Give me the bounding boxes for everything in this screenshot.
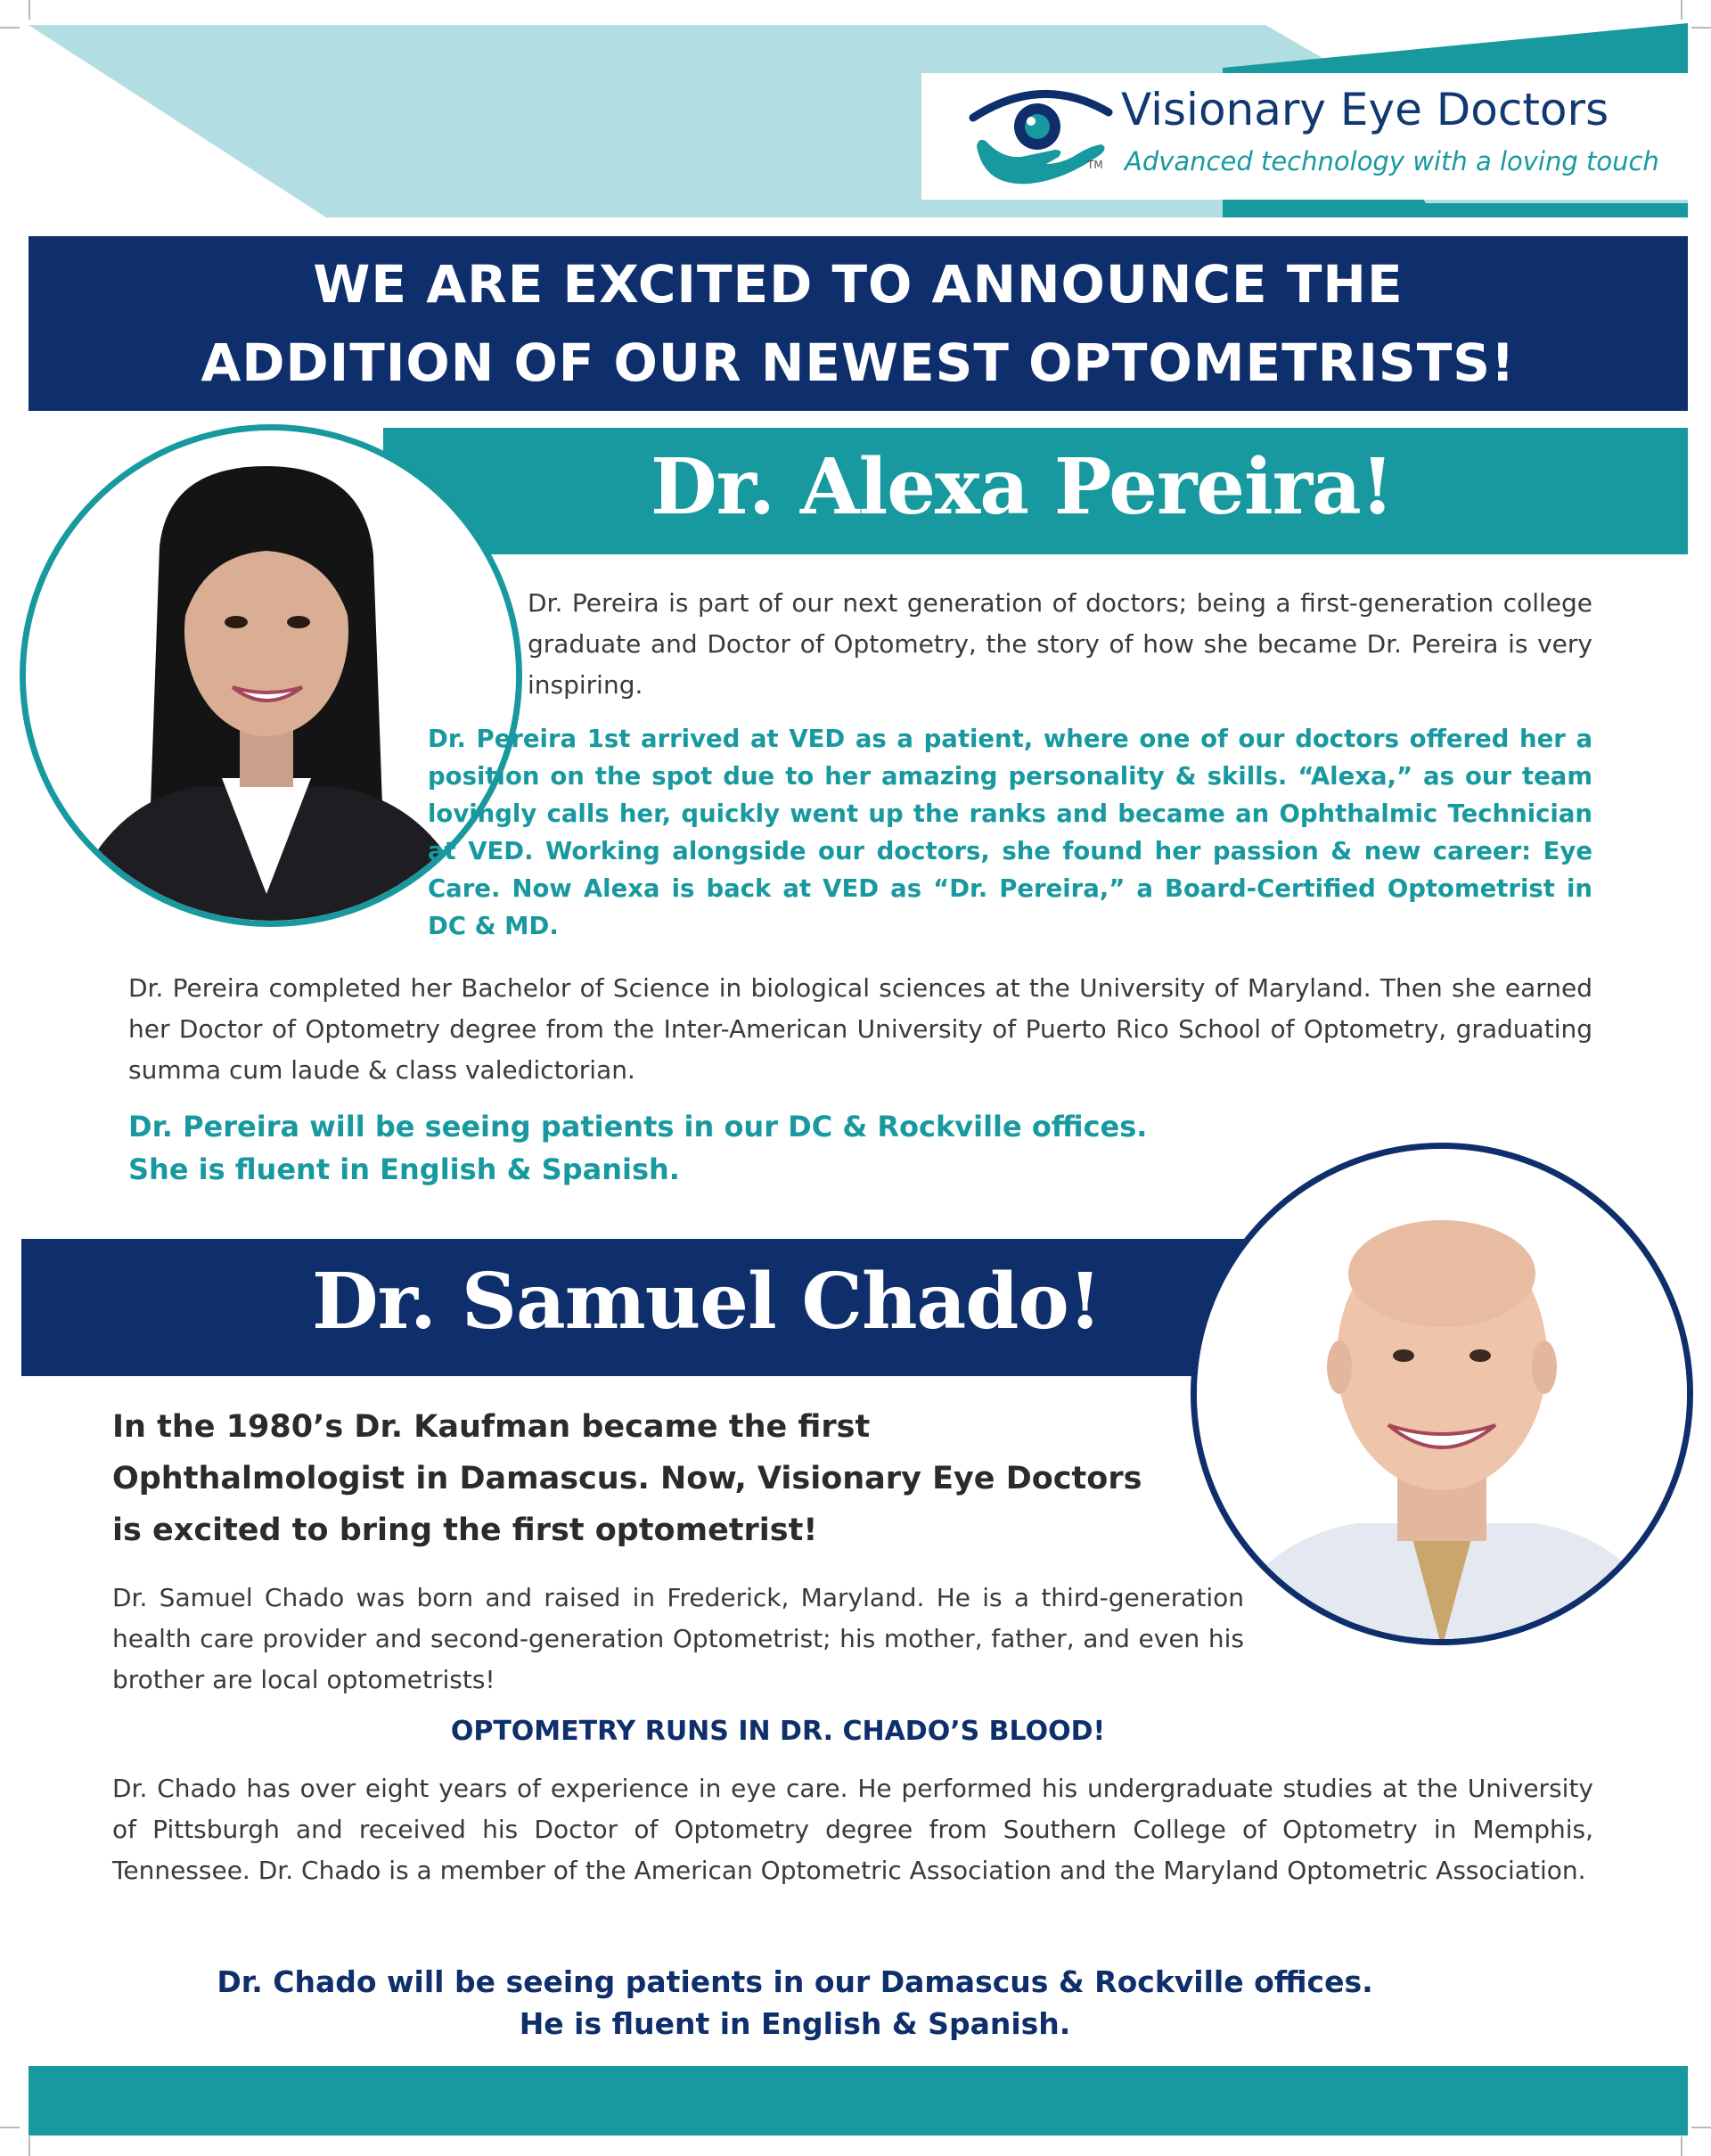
logo-name: Visionary Eye Doctors (1121, 84, 1609, 135)
doctor2-background: Dr. Samuel Chado was born and raised in Frederick, Maryland. He is a third-generation health care provider and second-generation Optometrist; his mother, father, and even his brother are local optometrists! (112, 1583, 1244, 1694)
announcement-banner (29, 236, 1688, 411)
footer-band (29, 2066, 1688, 2136)
doctor2-portrait-image (1197, 1149, 1687, 1639)
logo-tagline: Advanced technology with a loving touch (1125, 146, 1659, 176)
doctor2-offices: Dr. Chado will be seeing patients in our Damascus & Rockville offices. (217, 1964, 1373, 1999)
crop-mark (29, 2136, 30, 2156)
doctor2-highlight: OPTOMETRY RUNS IN DR. CHADO’S BLOOD! (450, 1716, 1106, 1747)
crop-mark (0, 2127, 20, 2128)
crop-mark (1691, 2127, 1711, 2128)
doctor1-languages: She is fluent in English & Spanish. (128, 1152, 680, 1186)
announcement-line-1: WE ARE EXCITED TO ANNOUNCE THE (313, 254, 1404, 315)
doctor1-intro: Dr. Pereira is part of our next generation of doctors; being a first-generation college graduate and Doctor of Optometry, the story of how she became Dr. Pereira is very inspiring. (528, 588, 1592, 700)
doctor2-lead: In the 1980’s Dr. Kaufman became the first Ophthalmologist in Damascus. Now, Visionary Eye Doctors is excited to bring the first optometrist! (112, 1409, 1142, 1548)
doctor2-name: Dr. Samuel Chado! (312, 1257, 1101, 1347)
announcement-line-2: ADDITION OF OUR NEWEST OPTOMETRISTS! (201, 332, 1516, 393)
doctor1-story: Dr. Pereira 1st arrived at VED as a patient, where one of our doctors offered her a position on the spot due to her amazing personality & skills. “Alexa,” as our team lovingly calls her, quickly went up the ranks and became an Ophthalmic Technician at VED. Working alongside our doctors, she found her passion & new career: Eye Care. Now Alexa is back at VED as “Dr. Pereira,” a Board-Certified Optometrist in DC & MD. (428, 725, 1592, 940)
doctor1-education: Dr. Pereira completed her Bachelor of Science in biological sciences at the University of Maryland. Then she earned her Doctor of Optometry degree from the Inter-American University of Puerto Rico School of Optometry, graduating summa cum laude & class valedictorian. (128, 973, 1592, 1085)
doctor1-offices: Dr. Pereira will be seeing patients in our DC & Rockville offices. (128, 1110, 1148, 1144)
logo (921, 73, 1688, 200)
crop-mark (1681, 2136, 1682, 2156)
doctor1-name: Dr. Alexa Pereira! (651, 442, 1394, 532)
doctor2-photo (1191, 1143, 1693, 1645)
doctor2-experience: Dr. Chado has over eight years of experience in eye care. He performed his undergraduate studies at the University of Pittsburgh and received his Doctor of Optometry degree from Southern College of Optometry in Memphis, Tennessee. Dr. Chado is a member of the American Optometric Association and the Maryland Optometric Association. (112, 1774, 1593, 1885)
doctor2-languages: He is fluent in English & Spanish. (519, 2006, 1071, 2041)
eye-hand-logo-icon (966, 82, 1135, 193)
trademark-mark: TM (1087, 159, 1103, 171)
